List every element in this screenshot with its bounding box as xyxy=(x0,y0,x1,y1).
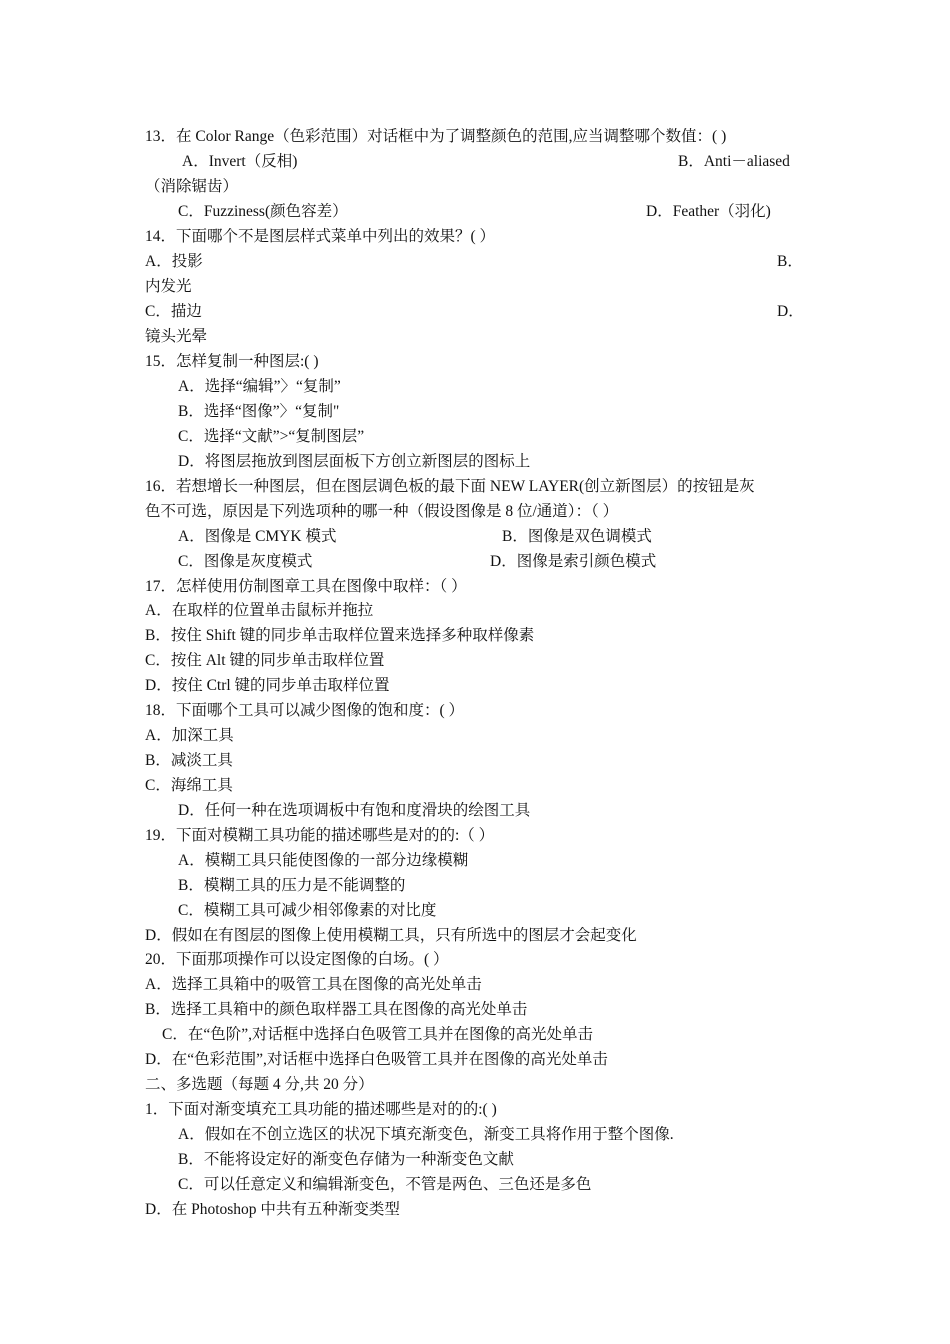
question-18-option-c: C．海绵工具 xyxy=(145,777,233,794)
question-18-stem: 18．下面哪个工具可以减少图像的饱和度：( ） xyxy=(145,702,465,719)
question-19-option-c: C．模糊工具可减少相邻像素的对比度 xyxy=(178,902,437,919)
question-15-option-d: D．将图层拖放到图层面板下方创立新图层的图标上 xyxy=(178,453,531,470)
question-20-option-b: B．选择工具箱中的颜色取样器工具在图像的高光处单击 xyxy=(145,1001,528,1018)
question-15-option-b: B．选择“图像”〉“复制" xyxy=(178,403,340,420)
question-13-stem: 13．在 Color Range（色彩范围）对话框中为了调整颜色的范围,应当调整哪个数值：( ) xyxy=(145,128,727,145)
multi-question-1-option-d: D．在 Photoshop 中共有五种渐变类型 xyxy=(145,1201,400,1218)
multi-question-1-stem: 1．下面对渐变填充工具功能的描述哪些是对的的:( ) xyxy=(145,1101,497,1118)
question-20-option-c: C．在“色阶”,对话框中选择白色吸管工具并在图像的高光处单击 xyxy=(162,1026,593,1043)
question-17-option-b: B．按住 Shift 键的同步单击取样位置来选择多种取样像素 xyxy=(145,627,535,644)
question-13-options-cd xyxy=(145,199,808,224)
question-18-option-d: D．任何一种在选项调板中有饱和度滑块的绘图工具 xyxy=(178,802,531,819)
question-18-option-a: A．加深工具 xyxy=(145,727,234,744)
question-14-option-d-text: 镜头光晕 xyxy=(145,328,208,345)
question-14-option-d-label: D． xyxy=(777,303,804,320)
multi-question-1-option-c: C．可以任意定义和编辑渐变色，不管是两色、三色还是多色 xyxy=(178,1176,592,1193)
question-14-stem: 14．下面哪个不是图层样式菜单中列出的效果？( ） xyxy=(145,228,496,245)
section-2-heading: 二、多选题（每题 4 分,共 20 分） xyxy=(145,1076,374,1093)
question-14-options-ab xyxy=(145,249,808,274)
question-15-option-a: A．选择“编辑”〉“复制” xyxy=(178,378,341,395)
question-16-stem-line-2: 色不可选，原因是下列选项种的哪一种（假设图像是 8 位/通道）：（ ） xyxy=(145,503,619,520)
question-13-option-b: B．Anti－aliased xyxy=(678,153,790,170)
question-13-option-b-continued: （消除锯齿） xyxy=(145,178,239,195)
question-17-option-d: D．按住 Ctrl 键的同步单击取样位置 xyxy=(145,677,390,694)
question-19-option-d: D．假如在有图层的图像上使用模糊工具，只有所选中的图层才会起变化 xyxy=(145,927,637,944)
question-17-option-a: A．在取样的位置单击鼠标并拖拉 xyxy=(145,602,374,619)
question-14-option-b-text: 内发光 xyxy=(145,278,192,295)
question-18-option-b: B．减淡工具 xyxy=(145,752,233,769)
question-14-option-a: A．投影 xyxy=(145,253,203,270)
question-16-options-ab xyxy=(145,524,808,549)
question-15-stem: 15．怎样复制一种图层:( ) xyxy=(145,353,319,370)
question-14-option-b-label: B． xyxy=(777,253,803,270)
question-19-stem: 19．下面对模糊工具功能的描述哪些是对的的:（ ） xyxy=(145,827,495,844)
question-13-options-ab xyxy=(145,149,808,174)
question-13-option-d: D．Feather（羽化) xyxy=(646,203,771,220)
question-20-option-a: A．选择工具箱中的吸管工具在图像的高光处单击 xyxy=(145,976,482,993)
question-16-option-b: B．图像是双色调模式 xyxy=(502,528,652,545)
question-14-option-c: C．描边 xyxy=(145,303,202,320)
question-16-stem-line-1: 16．若想增长一种图层，但在图层调色板的最下面 NEW LAYER(创立新图层）的按钮是灰 xyxy=(145,478,755,495)
question-17-stem: 17．怎样使用仿制图章工具在图像中取样：（ ） xyxy=(145,578,467,595)
question-16-option-a: A．图像是 CMYK 模式 xyxy=(178,528,337,545)
question-19-option-a: A．模糊工具只能使图像的一部分边缘模糊 xyxy=(178,852,469,869)
question-16-option-d: D．图像是索引颜色模式 xyxy=(490,553,657,570)
question-13-option-c: C．Fuzziness(颜色容差） xyxy=(178,203,348,220)
question-16-options-cd xyxy=(145,549,808,574)
question-20-stem: 20．下面那项操作可以设定图像的白场。( ） xyxy=(145,951,449,968)
multi-question-1-option-b: B．不能将设定好的渐变色存储为一种渐变色文献 xyxy=(178,1151,514,1168)
question-17-option-c: C．按住 Alt 键的同步单击取样位置 xyxy=(145,652,385,669)
question-14-options-cd xyxy=(145,299,808,324)
question-19-option-b: B．模糊工具的压力是不能调整的 xyxy=(178,877,406,894)
multi-question-1-option-a: A．假如在不创立选区的状况下填充渐变色，渐变工具将作用于整个图像. xyxy=(178,1126,674,1143)
question-15-option-c: C．选择“文献”>“复制图层” xyxy=(178,428,365,445)
question-20-option-d: D．在“色彩范围”,对话框中选择白色吸管工具并在图像的高光处单击 xyxy=(145,1051,608,1068)
question-13-option-a: A．Invert（反相) xyxy=(182,153,298,170)
question-16-option-c: C．图像是灰度模式 xyxy=(178,553,313,570)
